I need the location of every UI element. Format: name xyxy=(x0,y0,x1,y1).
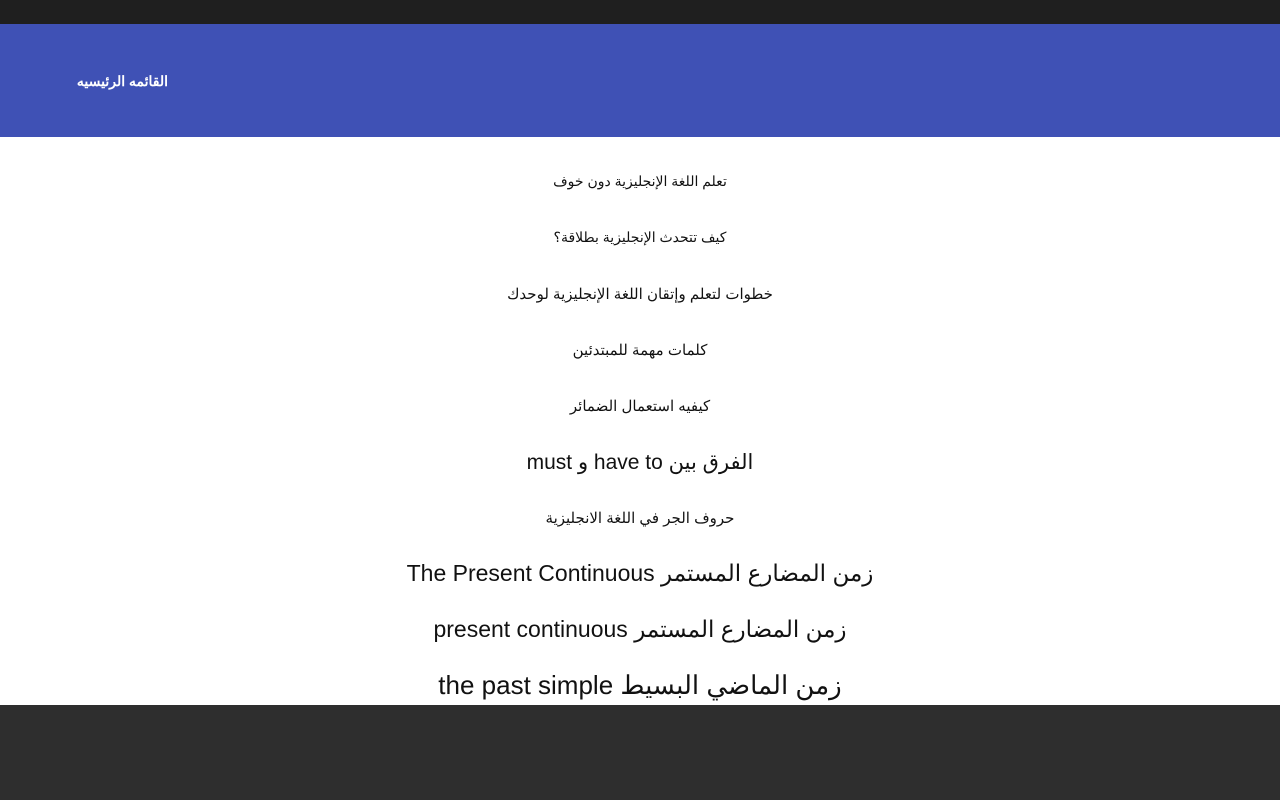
nav-link-home[interactable]: القائمه الرئيسيه xyxy=(76,73,168,89)
lesson-link[interactable]: زمن المضارع المستمر The Present Continuous xyxy=(406,560,874,586)
lesson-link[interactable]: كيف تتحدث الإنجليزية بطلاقة؟ xyxy=(553,229,727,245)
lesson-link[interactable]: خطوات لتعلم وإتقان اللغة الإنجليزية لوحدك xyxy=(507,286,773,303)
site-footer xyxy=(0,705,1280,800)
lesson-link[interactable]: زمن الماضي البسيط the past simple xyxy=(438,670,842,700)
lesson-link[interactable]: حروف الجر في اللغة الانجليزية xyxy=(545,510,735,527)
lesson-link[interactable]: كيفيه استعمال الضمائر xyxy=(569,398,711,415)
lesson-links-list xyxy=(0,137,1280,705)
lesson-link[interactable]: الفرق بين have to و must xyxy=(526,451,754,474)
lesson-link[interactable]: تعلم اللغة الإنجليزية دون خوف xyxy=(553,173,727,189)
lesson-link[interactable]: كلمات مهمة للمبتدئين xyxy=(572,342,708,359)
site-navbar xyxy=(0,24,1280,137)
lesson-link[interactable]: زمن المضارع المستمر present continuous xyxy=(433,616,847,642)
top-status-strip xyxy=(0,0,1280,24)
